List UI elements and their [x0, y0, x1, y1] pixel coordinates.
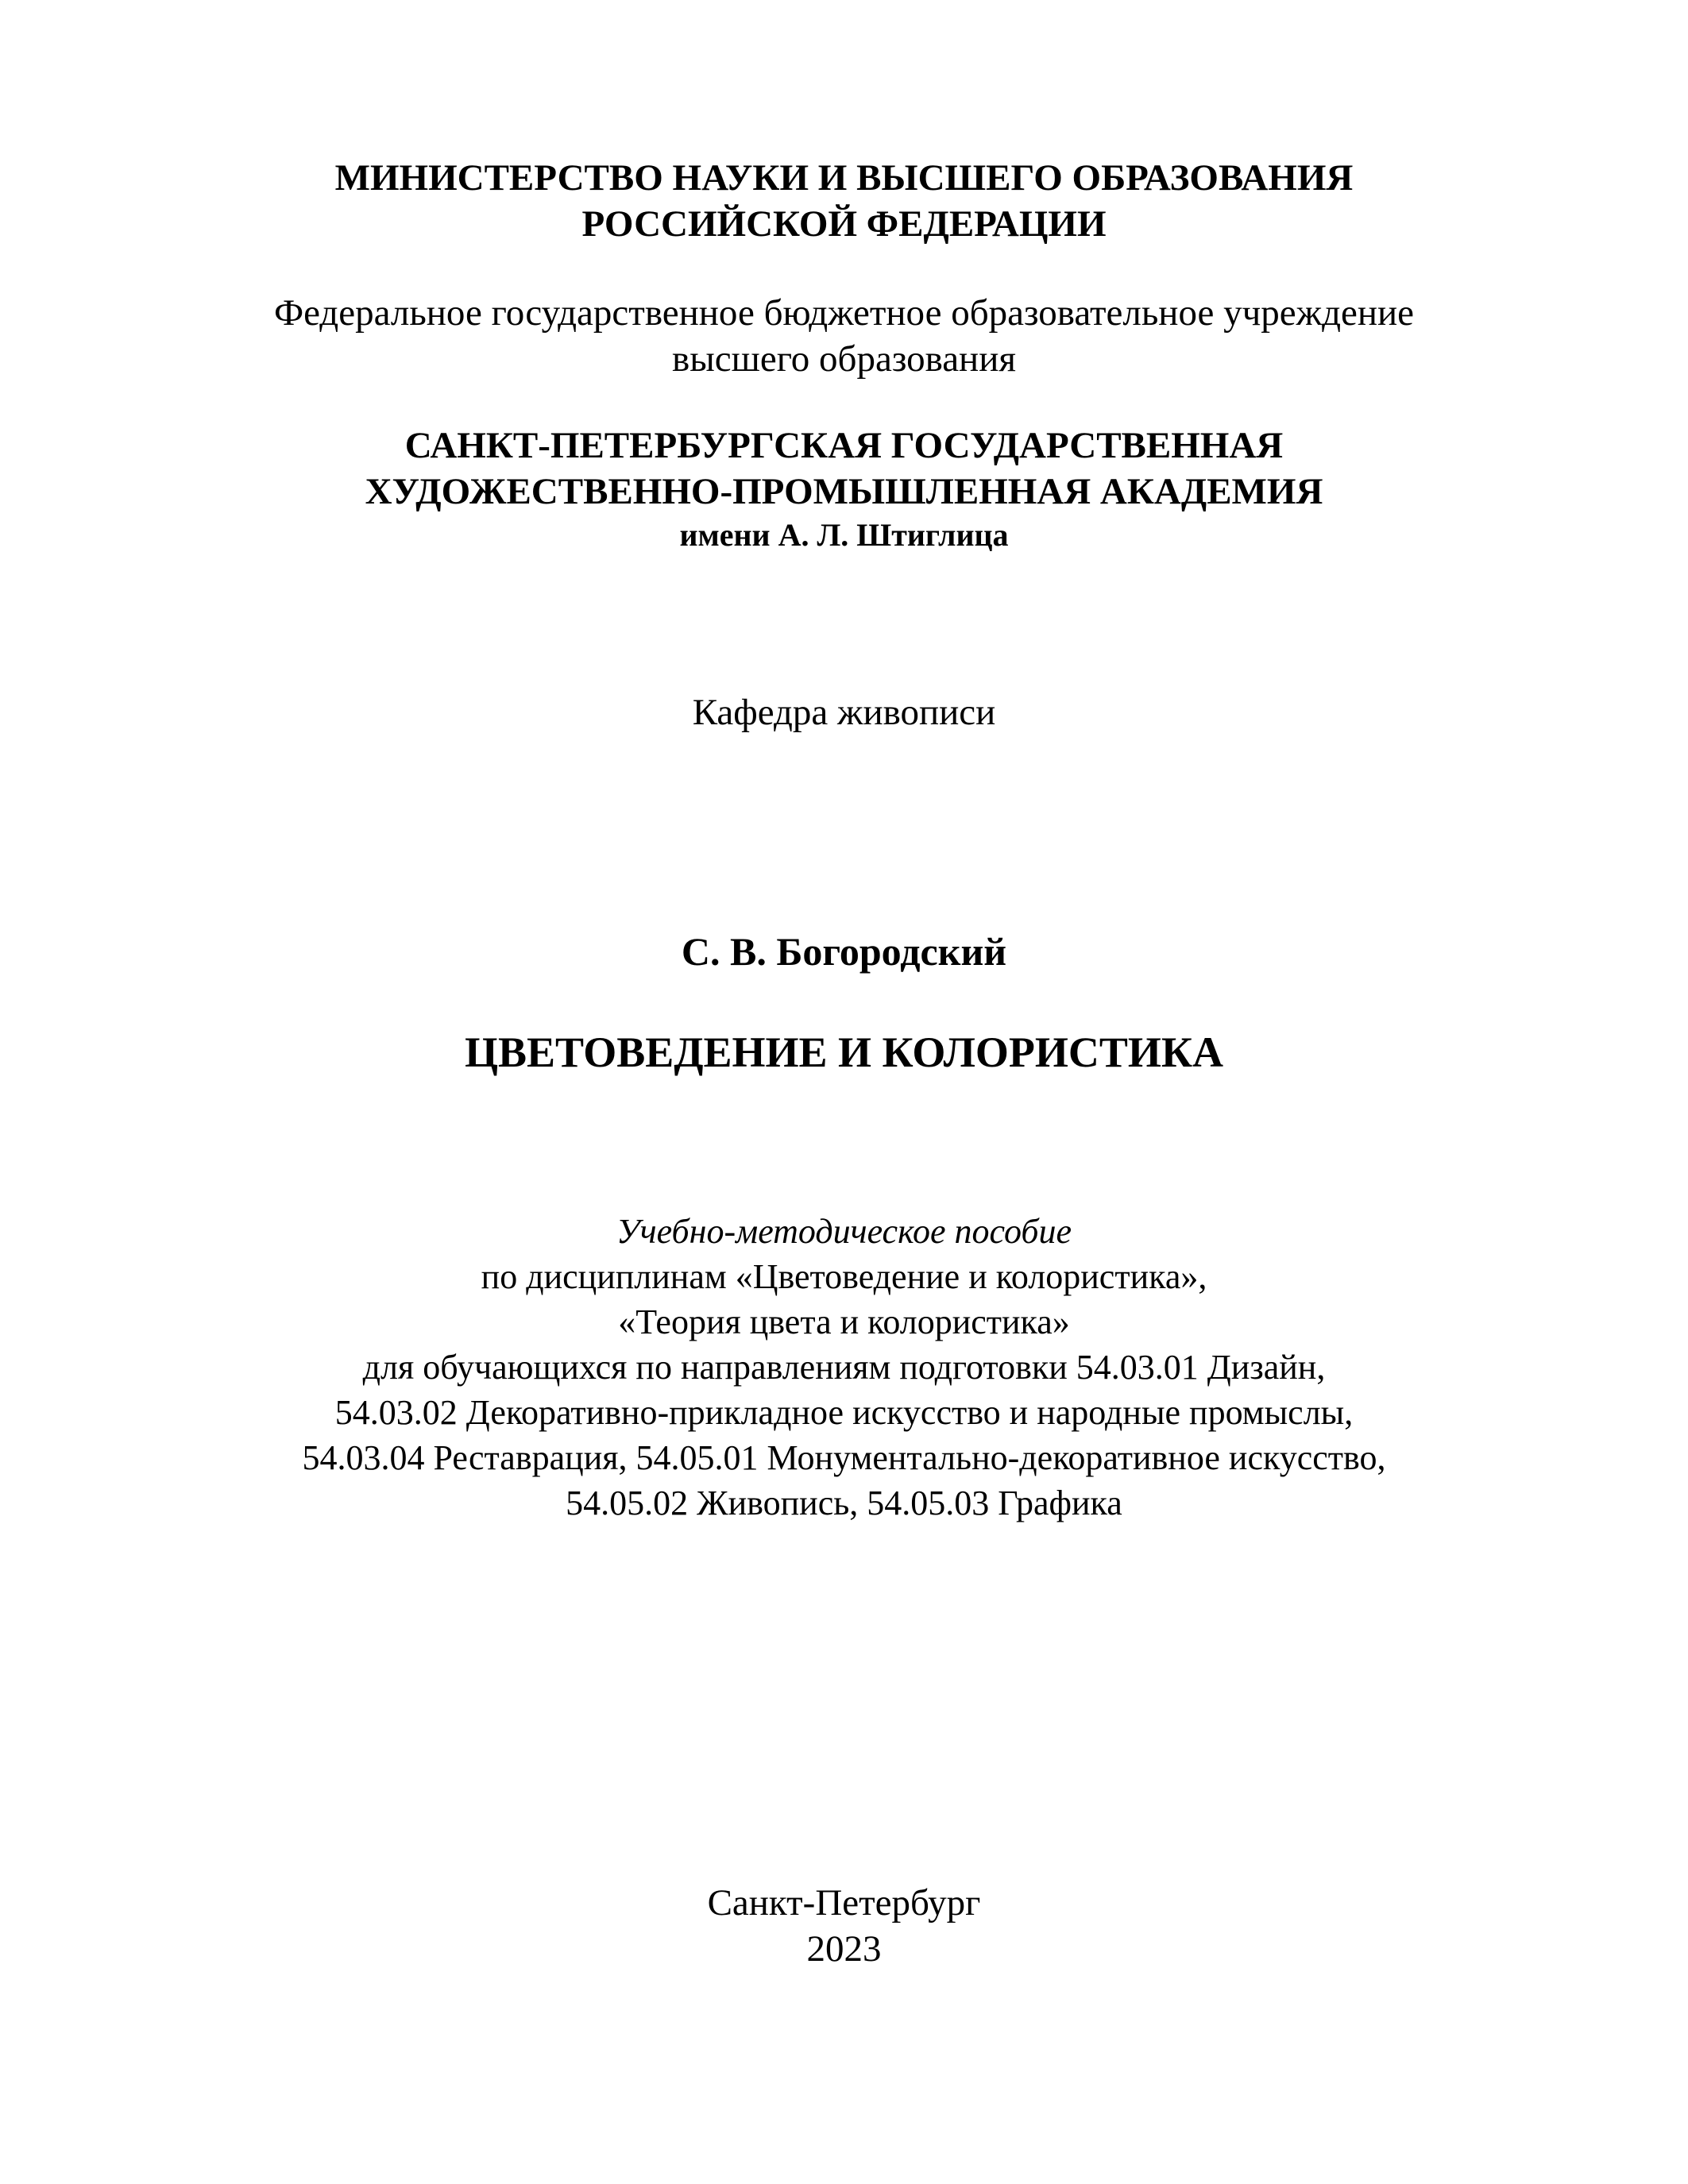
description-line-4: 54.03.02 Декоративно-прикладное искусство и народные промыслы,: [334, 1393, 1354, 1432]
department-label: Кафедра живописи: [692, 692, 996, 733]
city-name: Санкт-Петербург: [707, 1882, 981, 1924]
ministry-header: [0, 155, 1688, 247]
description-block: [0, 1209, 1688, 1526]
document-title: ЦВЕТОВЕДЕНИЕ И КОЛОРИСТИКА: [464, 1028, 1224, 1076]
description-line-6: 54.05.02 Живопись, 54.05.03 Графика: [566, 1484, 1122, 1522]
ministry-line-1: МИНИСТЕРСТВО НАУКИ И ВЫСШЕГО ОБРАЗОВАНИЯ: [334, 157, 1354, 199]
academy-line-1: САНКТ-ПЕТЕРБУРГСКАЯ ГОСУДАРСТВЕННАЯ: [404, 425, 1284, 466]
description-line-3: для обучающихся по направлениям подготовки 54.03.01 Дизайн,: [362, 1348, 1326, 1387]
institution-line-2: высшего образования: [672, 338, 1016, 380]
author-block: [0, 927, 1688, 976]
title-block: [0, 1026, 1688, 1078]
institution-name: [0, 290, 1688, 382]
publication-year: 2023: [806, 1928, 882, 1970]
department-name: [0, 689, 1688, 735]
institution-line-1: Федеральное государственное бюджетное образовательное учреждение: [273, 292, 1415, 334]
publication-type: Учебно-методическое пособие: [616, 1212, 1072, 1251]
description-line-2: «Теория цвета и колористика»: [618, 1302, 1070, 1341]
academy-name: [0, 423, 1688, 556]
author-name: С. В. Богородский: [681, 929, 1007, 974]
academy-line-3: имени А. Л. Штиглица: [679, 517, 1009, 553]
academy-line-2: ХУДОЖЕСТВЕННО-ПРОМЫШЛЕННАЯ АКАДЕМИЯ: [365, 471, 1323, 512]
description-line-1: по дисциплинам «Цветоведение и колористика»,: [481, 1257, 1207, 1296]
ministry-line-2: РОССИЙСКОЙ ФЕДЕРАЦИИ: [581, 203, 1107, 245]
description-line-5: 54.03.04 Реставрация, 54.05.01 Монументально-декоративное искусство,: [302, 1438, 1386, 1477]
imprint-block: [0, 1880, 1688, 1972]
